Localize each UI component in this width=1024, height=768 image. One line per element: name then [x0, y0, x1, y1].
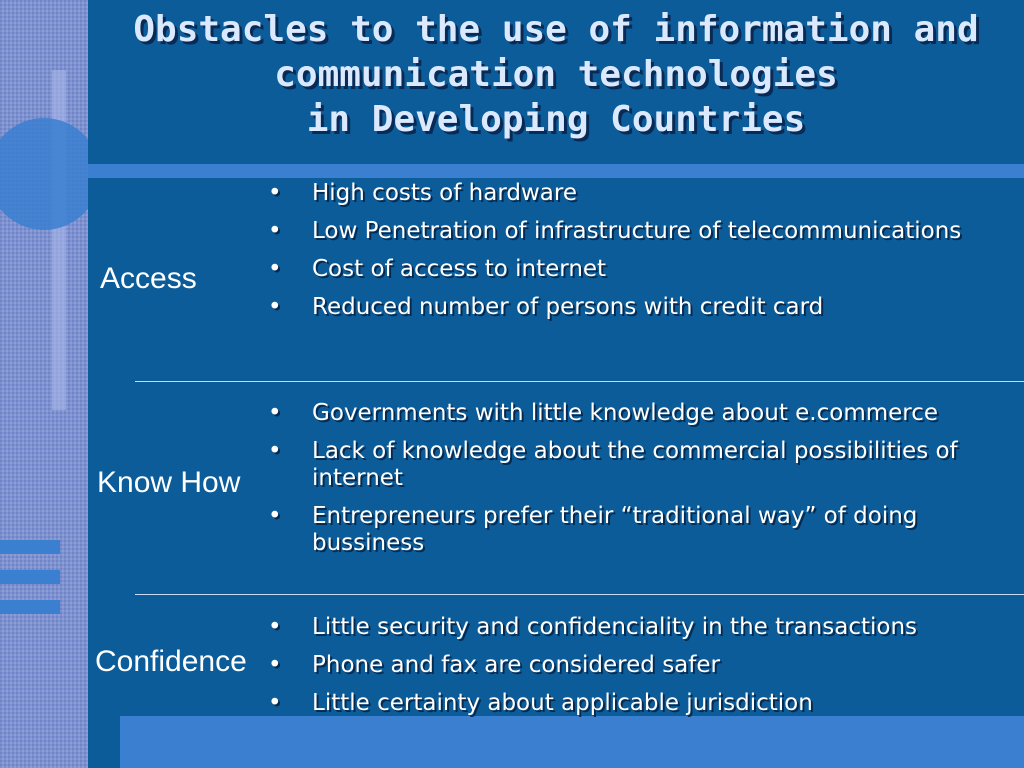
bullet-item	[268, 256, 1024, 283]
bullet-text: Reduced number of persons with credit card	[312, 294, 824, 320]
bullet-text: Low Penetration of infrastructure of telecommunications	[312, 218, 962, 244]
sidebar-stripe	[0, 540, 60, 554]
category-confidence: Confidence	[95, 645, 247, 678]
confidence-bullet-list	[268, 614, 1024, 728]
bullet-dot: •	[268, 218, 282, 244]
bullet-text: Little security and confidenciality in the transactions	[312, 614, 918, 640]
bullet-item	[268, 503, 1024, 557]
bullet-item	[268, 400, 1024, 427]
sidebar-circle-ornament	[0, 118, 88, 230]
bullet-dot: •	[268, 503, 282, 529]
bullet-dot: •	[268, 614, 282, 640]
bullet-text: Governments with little knowledge about e.commerce	[312, 400, 939, 426]
category-access: Access	[100, 262, 197, 295]
bullet-dot: •	[268, 294, 282, 320]
header-accent-rule	[88, 164, 1024, 178]
bullet-text: Phone and fax are considered safer	[312, 652, 720, 678]
sidebar-stripe	[0, 570, 60, 584]
sidebar-stripe	[0, 600, 60, 614]
category-know-how: Know How	[97, 466, 241, 499]
bullet-item	[268, 180, 1024, 207]
bullet-dot: •	[268, 256, 282, 282]
slide-title	[88, 0, 1024, 164]
bullet-text: Entrepreneurs prefer their “traditional way” of doing bussiness	[312, 503, 918, 556]
decorative-sidebar	[0, 0, 88, 768]
bullet-item	[268, 690, 1024, 717]
know-how-bullet-list	[268, 400, 1024, 568]
title-line-3: in Developing Countries	[306, 99, 806, 140]
section-divider	[135, 594, 1024, 595]
bullet-dot: •	[268, 400, 282, 426]
bullet-dot: •	[268, 690, 282, 716]
bullet-dot: •	[268, 438, 282, 464]
section-divider	[135, 381, 1024, 382]
bullet-text: Little certainty about applicable jurisdiction	[312, 690, 813, 716]
bullet-dot: •	[268, 180, 282, 206]
bullet-text: Lack of knowledge about the commercial possibilities of internet	[312, 438, 958, 491]
bullet-item	[268, 614, 1024, 641]
title-line-2: communication technologies	[274, 54, 838, 95]
title-line-1: Obstacles to the use of information and	[133, 9, 979, 50]
bullet-text: High costs of hardware	[312, 180, 577, 206]
bullet-item	[268, 294, 1024, 321]
bullet-dot: •	[268, 652, 282, 678]
bullet-text: Cost of access to internet	[312, 256, 607, 282]
bullet-item	[268, 652, 1024, 679]
access-bullet-list	[268, 180, 1024, 332]
bullet-item	[268, 218, 1024, 245]
bullet-item	[268, 438, 1024, 492]
